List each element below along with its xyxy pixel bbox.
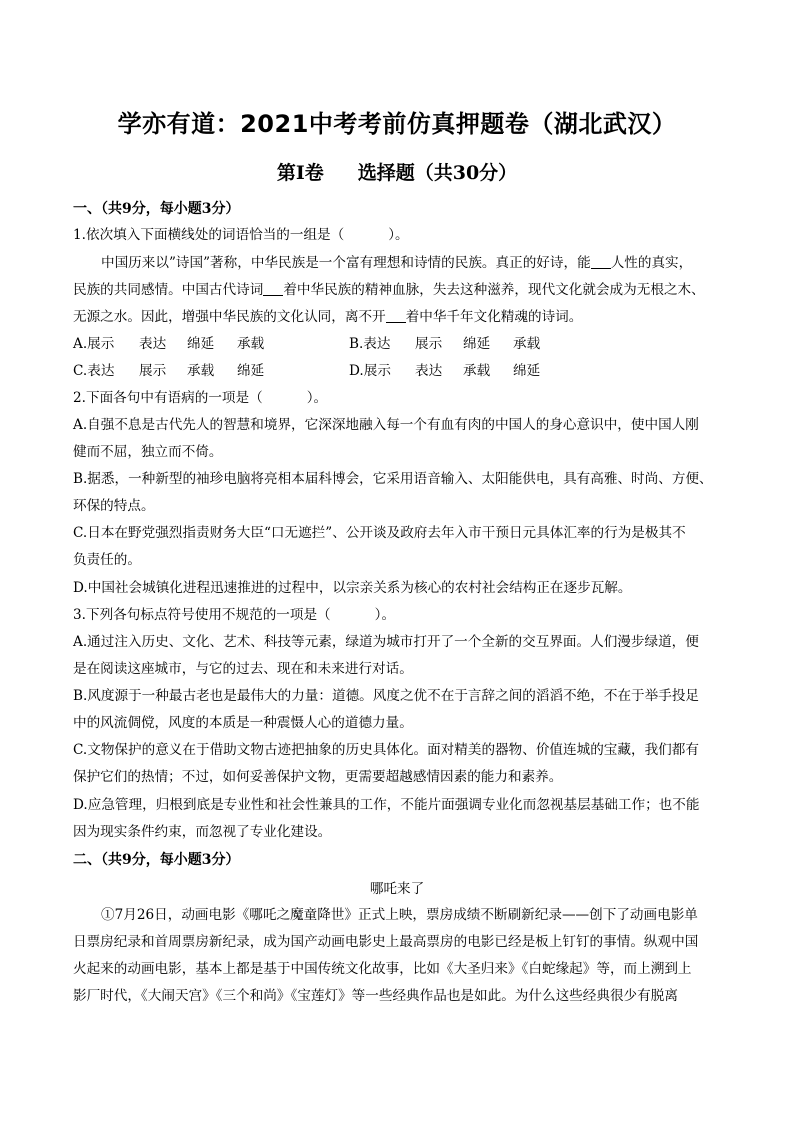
q2-line: B.据悉，一种新型的袖珍电脑将亮相本届科博会，它采用语音输入、太阳能供电，具有高雅、时尚、方便、 [73, 471, 713, 487]
q3-line: B.风度源于一种最古老也是最伟大的力量：道德。风度之优不在于言辞之间的滔滔不绝，不在于举手投足 [73, 688, 700, 704]
q1-stem-a: 1.依次填入下面横线处的词语恰当的一组是（ [73, 227, 345, 243]
option-word: 绵延 [187, 336, 215, 352]
option-a[interactable]: A.展示 [73, 336, 115, 352]
q3-line: 中的风流倜傥，风度的本质是一种震慑人心的道德力量。 [73, 715, 413, 731]
q1-options-row [73, 361, 723, 381]
q2-line: C.日本在野党强烈指责财务大臣“口无遮拦”、公开谈及政府去年入市干预日元具体汇率的行为是极其不 [73, 525, 686, 541]
passage-line: 火起来的动画电影，基本上都是基于中国传统文化故事，比如《大圣归来》《白蛇缘起》等，而上溯到上 [73, 961, 692, 977]
blank-line [386, 309, 406, 323]
q1-passage-line [73, 280, 723, 300]
question-1-stem [73, 225, 723, 245]
option-b[interactable]: B.表达 [349, 336, 391, 352]
q1-options-row [73, 334, 723, 354]
q1-stem-b: ）。 [388, 227, 409, 243]
subtitle-rest: 选择题（共30分） [357, 162, 518, 184]
q2-line: D.中国社会城镇化进程迅速推进的过程中，以宗亲关系为核心的农村社会结构正在逐步瓦解。 [73, 580, 632, 596]
q2-line: 负责任的。 [73, 552, 141, 568]
q1-passage-text: 无源之水。因此，增强中华民族的文化认同，离不开 [73, 309, 386, 325]
option-word: 表达 [415, 363, 443, 379]
q2-line: 健而不屈，独立而不倚。 [73, 444, 223, 460]
q3-line: 是在阅读这座城市，与它的过去、现在和未来进行对话。 [73, 661, 413, 677]
q3-line: D.应急管理，归根到底是专业性和社会性兼具的工作，不能片面强调专业化而忽视基层基础工作；也不能 [73, 797, 700, 813]
blank-line [591, 255, 611, 269]
question-3-stem [73, 605, 723, 625]
q3-stem-a: 3.下列各句标点符号使用不规范的一项是（ [73, 607, 331, 623]
q2-stem-a: 2.下面各句中有语病的一项是（ [73, 390, 263, 406]
q1-passage-text: 民族的共同感情。中国古代诗词 [73, 282, 264, 298]
option-word: 展示 [139, 363, 167, 379]
option-word: 承载 [463, 363, 491, 379]
passage-line: 影厂时代，《大闹天宫》《三个和尚》《宝莲灯》等一些经典作品也是如此。为什么这些经典很少有脱离 [73, 988, 678, 1004]
q3-line: A.通过注入历史、文化、艺术、科技等元素，绿道为城市打开了一个全新的交互界面。人们漫步绿道，便 [73, 634, 699, 650]
option-word: 承载 [513, 336, 541, 352]
q1-passage-text: 着中华千年文化精魂的诗词。 [405, 309, 583, 325]
question-2-stem [73, 388, 723, 408]
q3-line: 因为现实条件约束，而忽视了专业化建设。 [73, 824, 332, 840]
option-d[interactable]: D.展示 [349, 363, 391, 379]
q1-passage-text: 着中华民族的精神血脉，失去这种滋养，现代文化就会成为无根之木、 [283, 282, 705, 298]
option-word: 绵延 [513, 363, 541, 379]
option-word: 承载 [187, 363, 215, 379]
q2-stem-b: ）。 [306, 390, 328, 406]
option-word: 绵延 [237, 363, 265, 379]
q3-line: C.文物保护的意义在于借助文物古迹把抽象的历史具体化。面对精美的器物、价值连城的宝藏，我们都有 [73, 742, 699, 758]
option-word: 承载 [237, 336, 265, 352]
page-title: 学亦有道：2021中考考前仿真押题卷（湖北武汉） [117, 110, 677, 138]
passage-title: 哪吒来了 [369, 881, 425, 897]
q3-stem-b: ）。 [374, 607, 396, 623]
q2-line: A.自强不息是古代先人的智慧和境界，它深深地融入每一个有血有肉的中国人的身心意识中，使中国人刚 [73, 417, 699, 433]
q1-passage-text: 人性的真实， [610, 255, 693, 271]
option-word: 展示 [415, 336, 443, 352]
option-c[interactable]: C.表达 [73, 363, 115, 379]
q1-passage-line [73, 307, 723, 327]
q1-passage-text: 中国历来以”诗国”著称，中华民族是一个富有理想和诗情的民族。真正的好诗，能 [101, 255, 591, 271]
q3-line: 保护它们的热情；不过，如何妥善保护文物，更需要超越感情因素的能力和素养。 [73, 769, 563, 785]
passage-line: 日票房纪录和首周票房新纪录，成为国产动画电影史上最高票房的电影已经是板上钉钉的事情。纵观中国 [73, 934, 699, 950]
option-word: 绵延 [463, 336, 491, 352]
blank-line [263, 282, 283, 296]
section-heading-2: 二、（共9分，每小题3分） [73, 852, 240, 868]
section-heading-1: 一、（共9分，每小题3分） [73, 201, 240, 217]
subtitle-part: 第Ⅰ卷 [276, 162, 324, 184]
passage-line: ①7月26日，动画电影《哪吒之魔童降世》正式上映，票房成绩不断刷新纪录——创下了动画电影单 [101, 907, 698, 923]
section-subtitle [0, 158, 794, 185]
q1-passage-line [101, 253, 751, 273]
option-word: 表达 [139, 336, 167, 352]
q2-line: 环保的特点。 [73, 498, 155, 514]
